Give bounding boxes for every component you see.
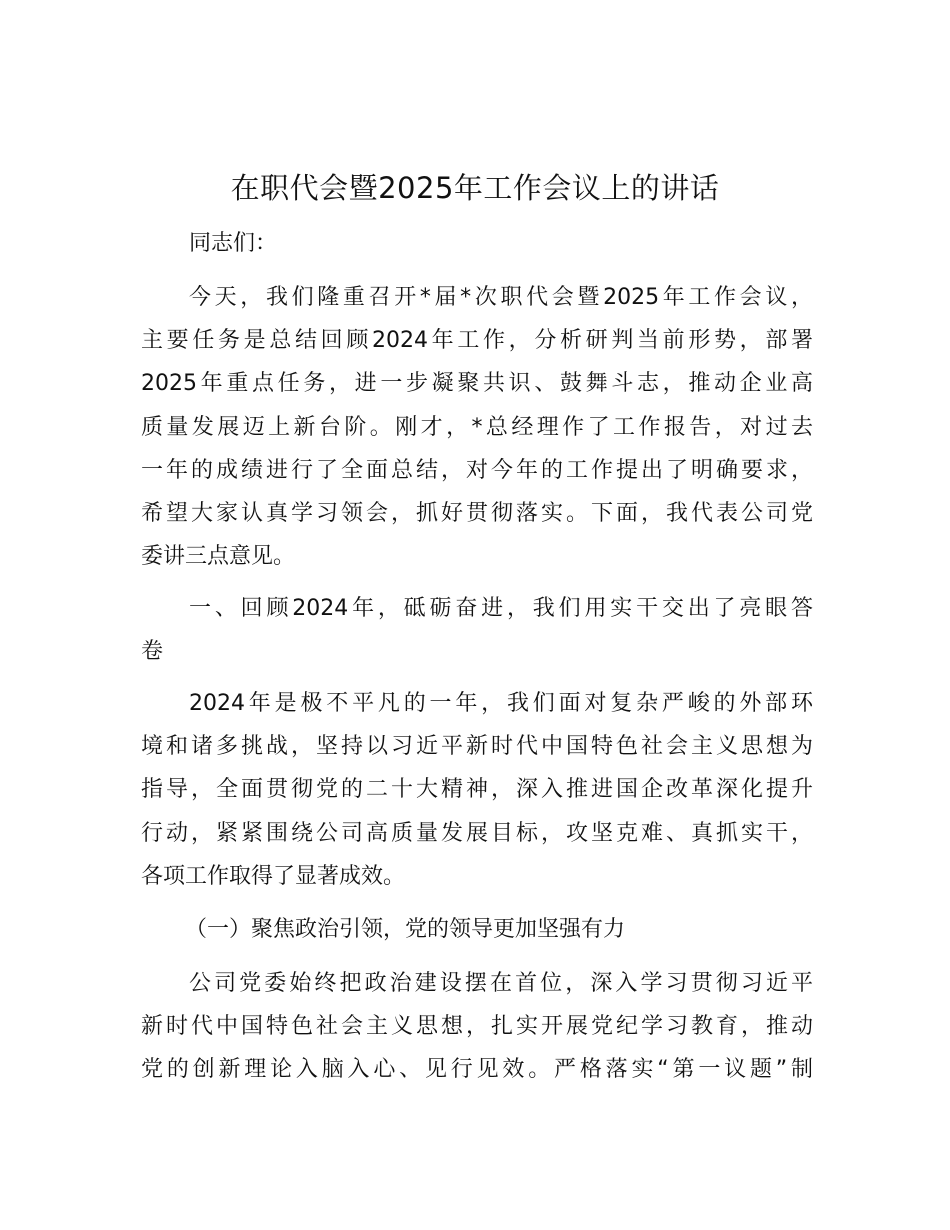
text-line: 委讲三点意见。	[141, 544, 296, 570]
text-line: 一、回顾2024年，砥砺奋进，我们用实干交出了亮眼答	[189, 596, 813, 621]
text-line: 各项工作取得了显著成效。	[141, 863, 406, 889]
text-line: 公司党委始终把政治建设摆在首位，深入学习贯彻习近平	[189, 971, 813, 996]
text-line: 主要任务是总结回顾2024年工作，分析研判当前形势，部署	[141, 328, 813, 354]
text-line: 希望大家认真学习领会，抓好贯彻落实。下面，我代表公司党	[141, 501, 813, 527]
text-line: 今天，我们隆重召开*届*次职代会暨2025年工作会议，	[189, 285, 813, 310]
paragraph-salutation	[141, 222, 813, 265]
paragraph-opening	[141, 276, 813, 578]
text-line: 卷	[141, 639, 164, 665]
subsection-heading-1	[141, 908, 813, 951]
text-line: 指导，全面贯彻党的二十大精神，深入推进国企改革深化提升	[141, 777, 813, 803]
text-line: 同志们：	[189, 231, 278, 256]
text-line: （一）聚焦政治引领，党的领导更加坚强有力	[185, 917, 626, 942]
text-line: 2025年重点任务，进一步凝聚共识、鼓舞斗志，推动企业高	[141, 371, 813, 397]
text-line: 党的创新理论入脑入心、见行见效。严格落实“第一议题”制	[141, 1057, 813, 1083]
text-line: 一年的成绩进行了全面总结，对今年的工作提出了明确要求，	[141, 457, 813, 483]
section-heading-1	[141, 587, 813, 673]
paragraph-political-leadership	[141, 962, 813, 1092]
text-line: 境和诸多挑战，坚持以习近平新时代中国特色社会主义思想为	[141, 734, 813, 760]
text-line: 新时代中国特色社会主义思想，扎实开展党纪学习教育，推动	[141, 1014, 813, 1040]
text-line: 2024年是极不平凡的一年，我们面对复杂严峻的外部环	[189, 691, 813, 716]
text-line: 质量发展迈上新台阶。刚才，*总经理作了工作报告，对过去	[141, 414, 813, 440]
text-line: 行动，紧紧围绕公司高质量发展目标，攻坚克难、真抓实干，	[141, 820, 813, 846]
paragraph-2024-review	[141, 682, 813, 898]
document-title: 在职代会暨2025年工作会议上的讲话	[230, 171, 720, 205]
